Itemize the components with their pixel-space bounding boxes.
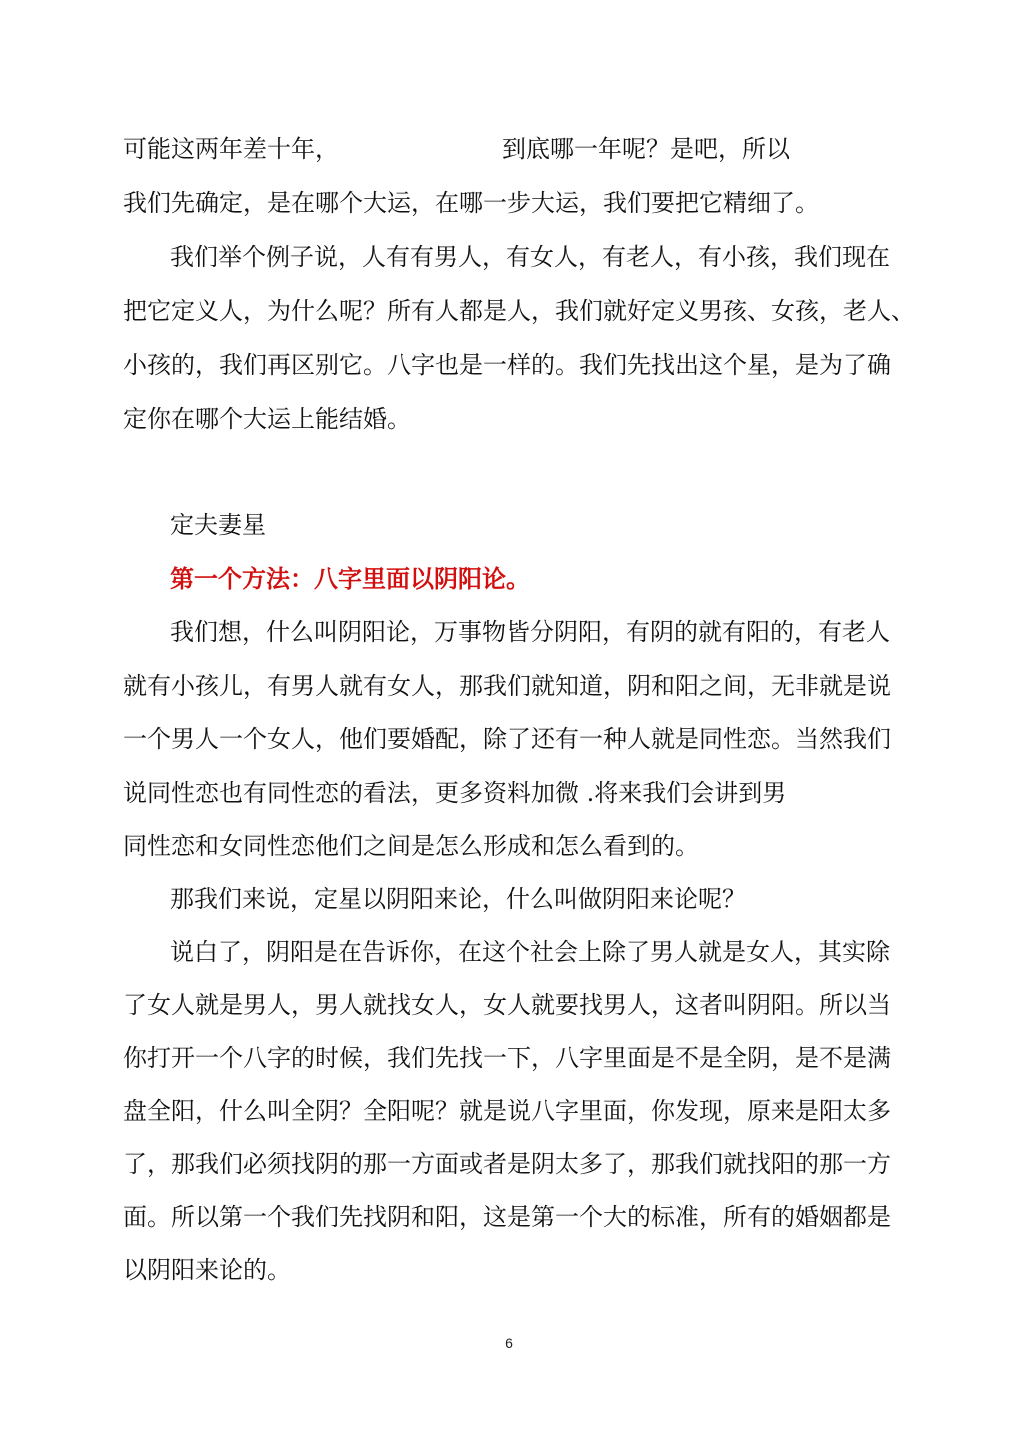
- text-fragment: 一个男人一个女人，他们要婚配，除了还有一种人就是同性恋。当然我们: [123, 725, 891, 753]
- page-number: 6: [505, 1335, 513, 1351]
- text-fragment: 了，那我们必须找阴的那一方面或者是阴太多了，那我们就找阳的那一方: [123, 1150, 891, 1178]
- text-line: [0, 719, 1018, 759]
- text-fragment: 把它定义人，为什么呢？所有人都是人，我们就好定义男孩、女孩，老人、: [123, 297, 915, 325]
- text-line: [0, 1091, 1018, 1131]
- text-line: [0, 345, 1018, 385]
- text-fragment: 说同性恋也有同性恋的看法，更多资料加微 .将来我们会讲到男: [123, 779, 787, 807]
- paragraph-start: 说白了，阴阳是在告诉你，在这个社会上除了男人就是女人，其实除: [170, 938, 890, 966]
- text-line: [0, 666, 1018, 706]
- text-fragment: 小孩的，我们再区别它。八字也是一样的。我们先找出这个星，是为了确: [123, 351, 891, 379]
- method-title: [0, 559, 1018, 599]
- text-line: [0, 183, 1018, 223]
- text-line: [0, 291, 1018, 331]
- text-line: [0, 1250, 1018, 1290]
- text-line: [0, 932, 1018, 972]
- text-fragment: 可能这两年差十年，: [123, 135, 339, 163]
- paragraph-start: 那我们来说，定星以阴阳来论，什么叫做阴阳来论呢？: [170, 885, 746, 913]
- heading-text: 定夫妻星: [170, 511, 266, 539]
- text-line: [0, 773, 1018, 813]
- text-line: [0, 1038, 1018, 1078]
- text-fragment: 我们先确定，是在哪个大运，在哪一步大运，我们要把它精细了。: [123, 189, 819, 217]
- section-heading: [0, 505, 1018, 545]
- text-fragment: 就有小孩儿，有男人就有女人，那我们就知道，阴和阳之间，无非就是说: [123, 672, 891, 700]
- text-fragment: 了女人就是男人，男人就找女人，女人就要找男人，这者叫阴阳。所以当: [123, 991, 891, 1019]
- text-line: [0, 1197, 1018, 1237]
- text-line: [0, 879, 1018, 919]
- text-fragment: 盘全阳，什么叫全阴？全阳呢？就是说八字里面，你发现，原来是阳太多: [123, 1097, 891, 1125]
- text-line: [0, 129, 1018, 169]
- text-fragment: 同性恋和女同性恋他们之间是怎么形成和怎么看到的。: [123, 832, 699, 860]
- text-line: [0, 612, 1018, 652]
- text-line: [0, 399, 1018, 439]
- text-fragment: 定你在哪个大运上能结婚。: [123, 405, 411, 433]
- method-title-text: 第一个方法：八字里面以阴阳论。: [170, 565, 530, 593]
- text-fragment: 以阴阳来论的。: [123, 1256, 291, 1284]
- text-line: [0, 1144, 1018, 1184]
- text-fragment: 面。所以第一个我们先找阴和阳，这是第一个大的标准，所有的婚姻都是: [123, 1203, 891, 1231]
- text-fragment: 到底哪一年呢？是吧，所以: [502, 135, 790, 163]
- text-fragment: 你打开一个八字的时候，我们先找一下，八字里面是不是全阴，是不是满: [123, 1044, 891, 1072]
- text-line: [0, 985, 1018, 1025]
- paragraph-start: 我们想，什么叫阴阳论，万事物皆分阴阳，有阴的就有阳的，有老人: [170, 618, 890, 646]
- text-line: [0, 237, 1018, 277]
- text-line: [0, 826, 1018, 866]
- paragraph-start: 我们举个例子说，人有有男人，有女人，有老人，有小孩，我们现在: [170, 243, 890, 271]
